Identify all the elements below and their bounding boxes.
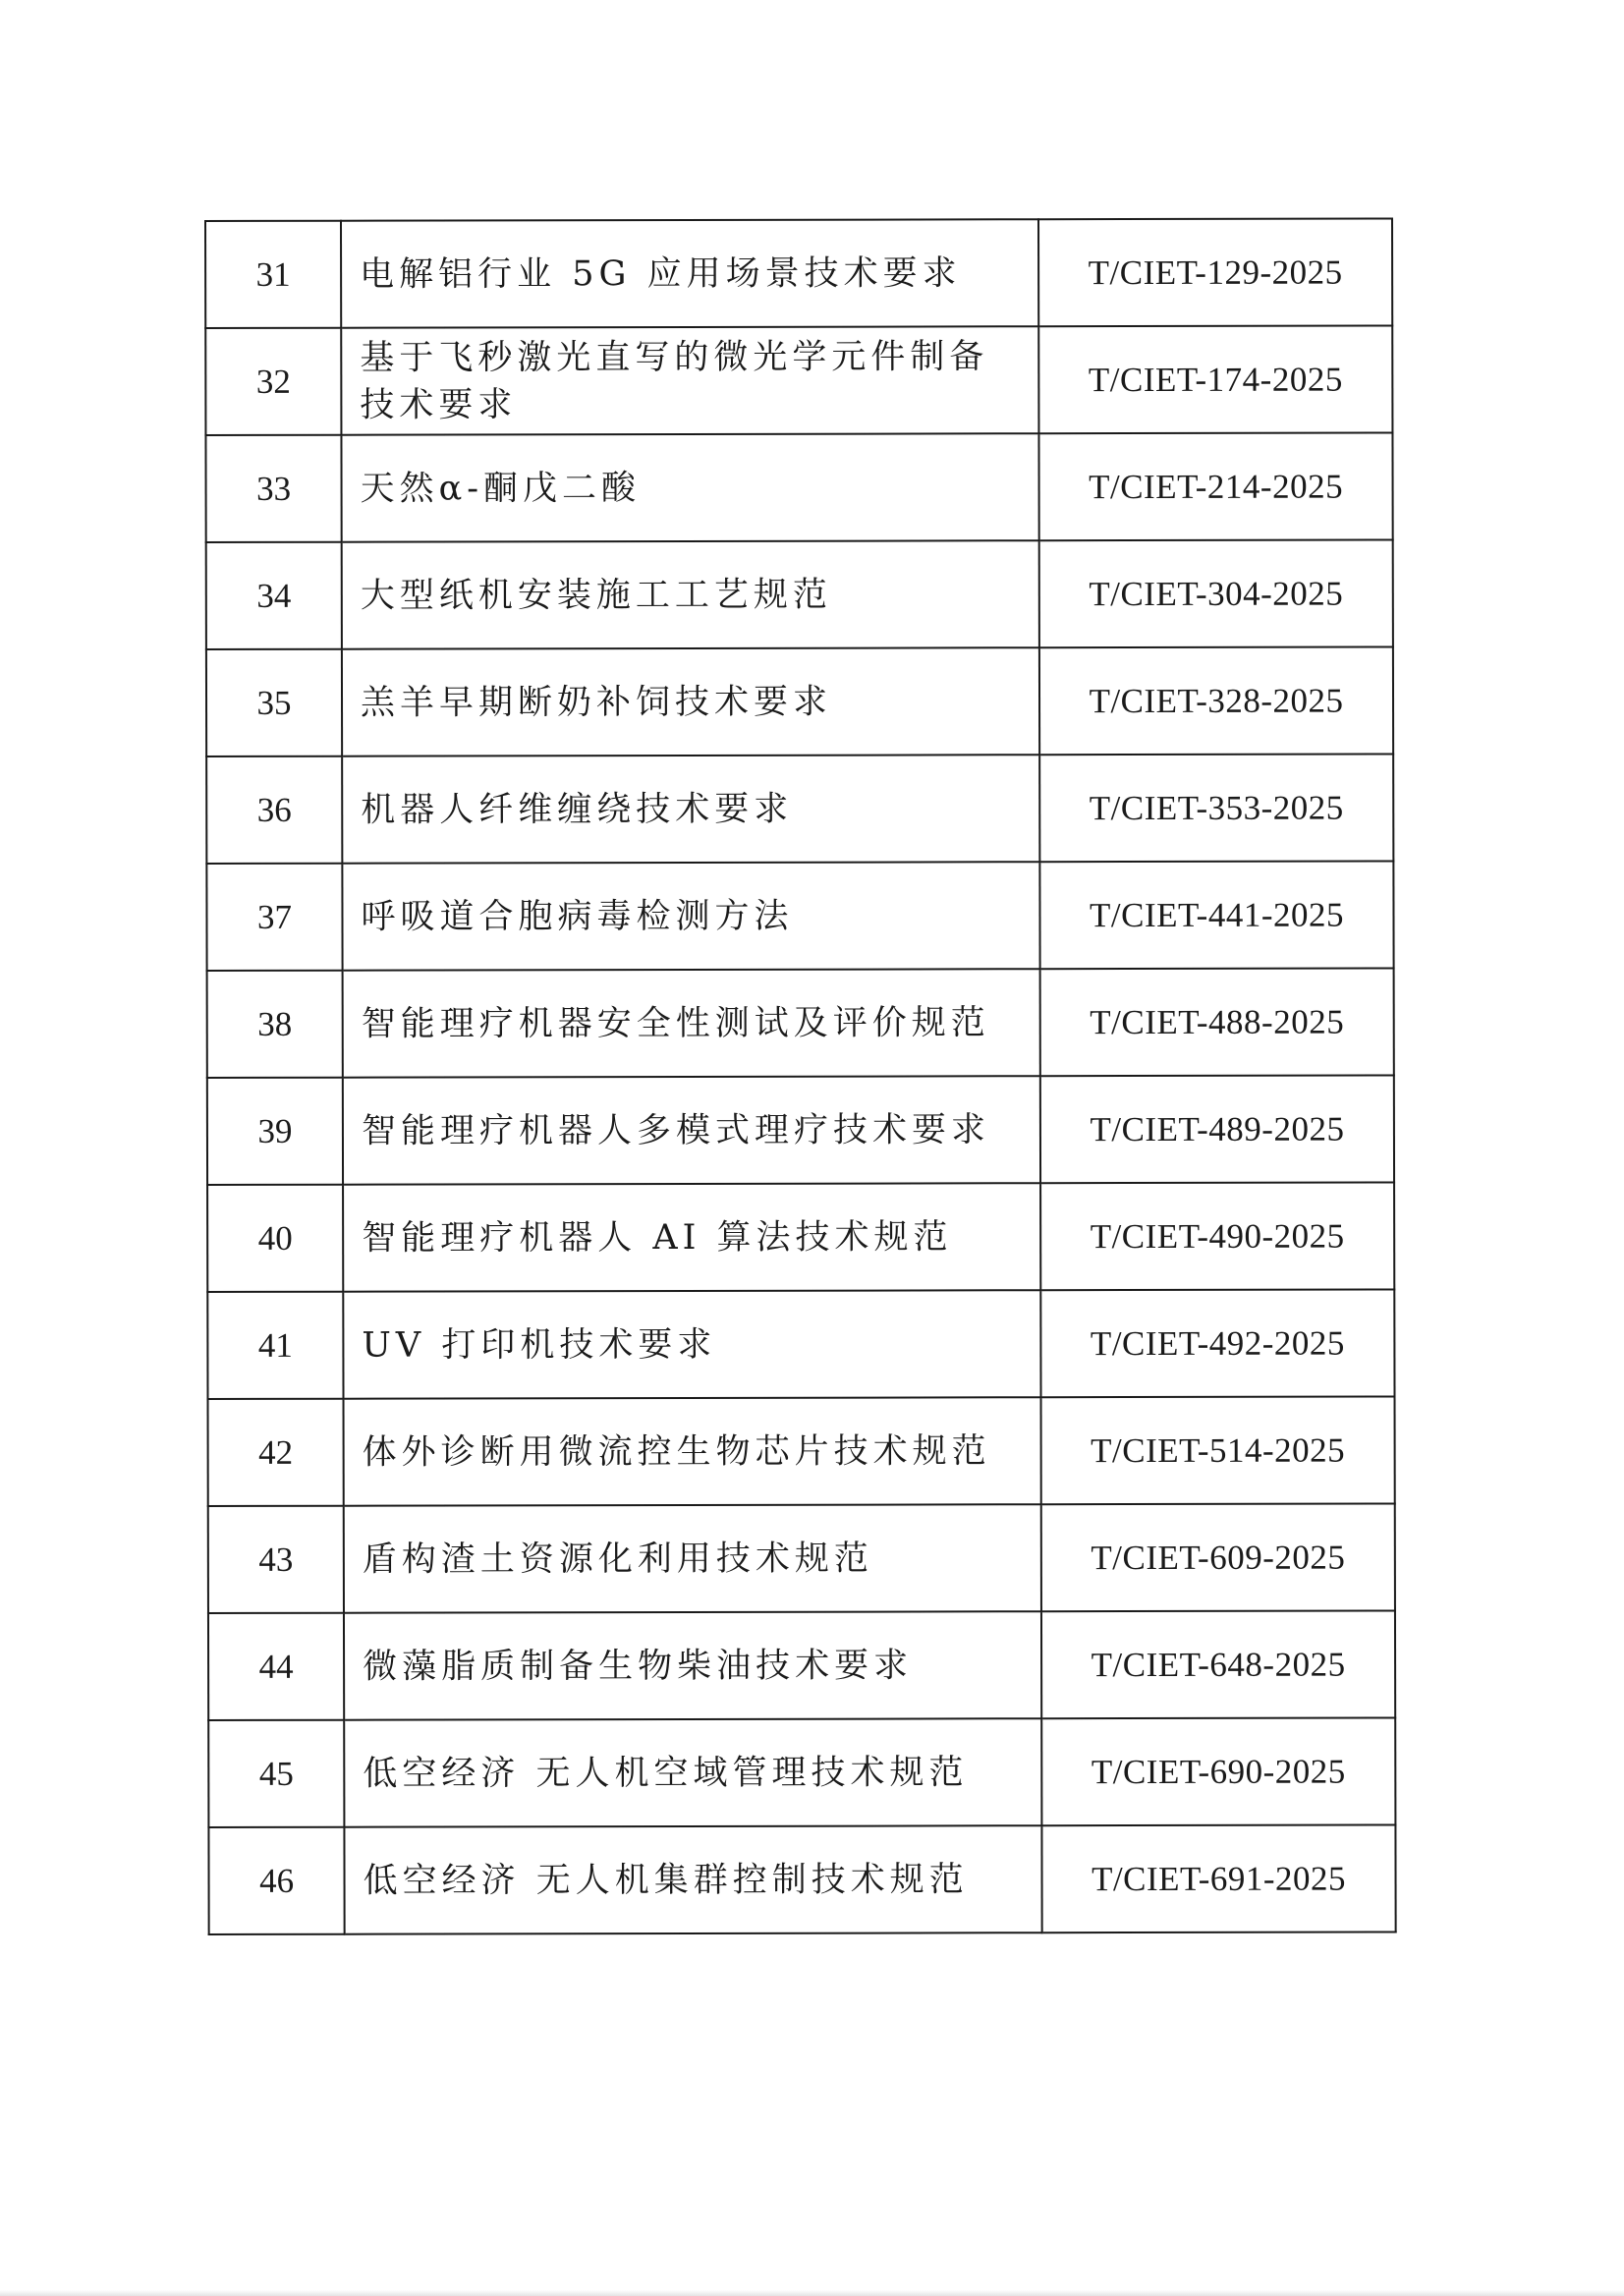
row-number: 42 (208, 1399, 344, 1506)
standard-name: 微藻脂质制备生物柴油技术要求 (344, 1611, 1041, 1719)
table-row (207, 968, 1394, 1078)
scan-edge-shadow (0, 2290, 1624, 2296)
row-number: 31 (205, 221, 341, 328)
standard-code: T/CIET-328-2025 (1039, 646, 1393, 755)
standard-code: T/CIET-441-2025 (1039, 861, 1393, 969)
standard-code: T/CIET-174-2025 (1038, 325, 1392, 433)
row-number: 45 (208, 1720, 344, 1827)
row-number: 35 (206, 649, 342, 756)
row-number: 36 (206, 756, 342, 864)
standard-code: T/CIET-353-2025 (1039, 754, 1393, 862)
standard-code: T/CIET-648-2025 (1041, 1610, 1395, 1718)
standard-code: T/CIET-304-2025 (1039, 539, 1393, 647)
standard-name: 智能理疗机器人多模式理疗技术要求 (343, 1076, 1040, 1184)
standard-code: T/CIET-690-2025 (1041, 1717, 1395, 1825)
table-row (208, 1396, 1395, 1506)
standard-name: 智能理疗机器安全性测试及评价规范 (343, 969, 1040, 1077)
table-row (206, 539, 1393, 649)
table-row (205, 218, 1392, 328)
table-row (205, 325, 1392, 435)
standard-code: T/CIET-489-2025 (1040, 1075, 1394, 1183)
table-row (208, 1503, 1395, 1613)
row-number: 39 (207, 1078, 343, 1185)
row-number: 34 (206, 542, 342, 649)
row-number: 32 (205, 328, 341, 435)
row-number: 37 (206, 864, 342, 971)
table-row (206, 754, 1393, 864)
row-number: 44 (208, 1613, 344, 1720)
standard-name: 低空经济 无人机空域管理技术规范 (344, 1718, 1041, 1826)
standard-code: T/CIET-488-2025 (1040, 968, 1394, 1076)
row-number: 40 (207, 1185, 343, 1292)
standard-name: 呼吸道合胞病毒检测方法 (342, 862, 1039, 970)
row-number: 38 (207, 971, 343, 1078)
standard-code: T/CIET-691-2025 (1041, 1824, 1395, 1932)
row-number: 43 (208, 1506, 344, 1613)
standard-name: 天然α-酮戊二酸 (341, 433, 1038, 541)
standard-name: 低空经济 无人机集群控制技术规范 (344, 1825, 1041, 1933)
row-number: 41 (207, 1292, 343, 1399)
standard-name: 智能理疗机器人 AI 算法技术规范 (343, 1183, 1040, 1291)
standard-code: T/CIET-492-2025 (1040, 1289, 1394, 1397)
table-row (207, 1182, 1394, 1292)
standard-name: 大型纸机安装施工工艺规范 (342, 540, 1039, 648)
standard-code: T/CIET-609-2025 (1041, 1503, 1395, 1611)
standard-name: 电解铝行业 5G 应用场景技术要求 (341, 219, 1038, 327)
standard-name: 体外诊断用微流控生物芯片技术规范 (344, 1397, 1041, 1505)
standard-code: T/CIET-129-2025 (1038, 218, 1392, 326)
table-row (207, 1075, 1394, 1185)
row-number: 46 (208, 1827, 344, 1934)
standard-name: 机器人纤维缠绕技术要求 (342, 755, 1039, 863)
standard-name: 羔羊早期断奶补饲技术要求 (342, 647, 1039, 756)
table-row (206, 861, 1393, 971)
standard-code: T/CIET-490-2025 (1040, 1182, 1394, 1290)
table-row (208, 1824, 1395, 1934)
table-row (207, 1289, 1394, 1399)
standard-code: T/CIET-214-2025 (1038, 432, 1392, 540)
standard-name: UV 打印机技术要求 (343, 1290, 1040, 1398)
table-row (208, 1717, 1395, 1827)
standards-table (204, 217, 1397, 1935)
table-row (208, 1610, 1395, 1720)
table-row (206, 646, 1393, 756)
standard-name: 盾构渣土资源化利用技术规范 (344, 1504, 1041, 1612)
standard-code: T/CIET-514-2025 (1041, 1396, 1395, 1504)
table-row (205, 432, 1392, 542)
standard-name: 基于飞秒激光直写的微光学元件制备技术要求 (341, 326, 1038, 434)
row-number: 33 (205, 435, 341, 542)
